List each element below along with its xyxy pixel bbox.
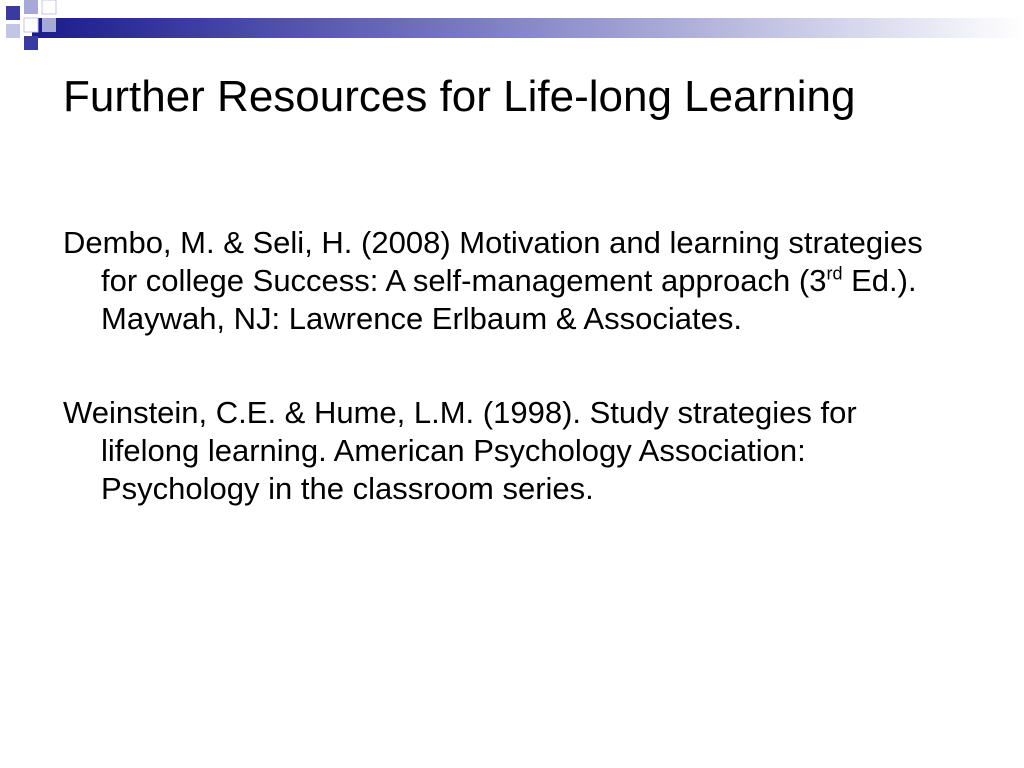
decor-square-5 [42, 18, 56, 32]
reference-text-part: Dembo, M. & Seli, H. (2008) Motivation and learning strategies for college Success: A self-management approach (3 [63, 225, 923, 298]
decor-square-1 [6, 6, 20, 20]
slide-title: Further Resources for Life-long Learning [63, 72, 856, 121]
decor-square-4 [24, 18, 38, 32]
header-gradient-bar [32, 18, 1024, 38]
decor-square-2 [24, 0, 38, 14]
decor-square-3 [42, 0, 56, 14]
reference-superscript: rd [826, 263, 843, 284]
reference-item-weinstein: Weinstein, C.E. & Hume, L.M. (1998). Study strategies for lifelong learning. American Psychology Association: Psychology in the classroom series. [63, 395, 857, 506]
decor-square-6 [24, 36, 38, 50]
decor-square-7 [6, 24, 20, 38]
corner-squares-decoration [0, 0, 80, 60]
reference-text-part: Ed.). Maywah, NJ: Lawrence Erlbaum & Associates. [101, 263, 917, 336]
reference-item-dembo [63, 224, 963, 338]
reference-list [63, 224, 963, 564]
